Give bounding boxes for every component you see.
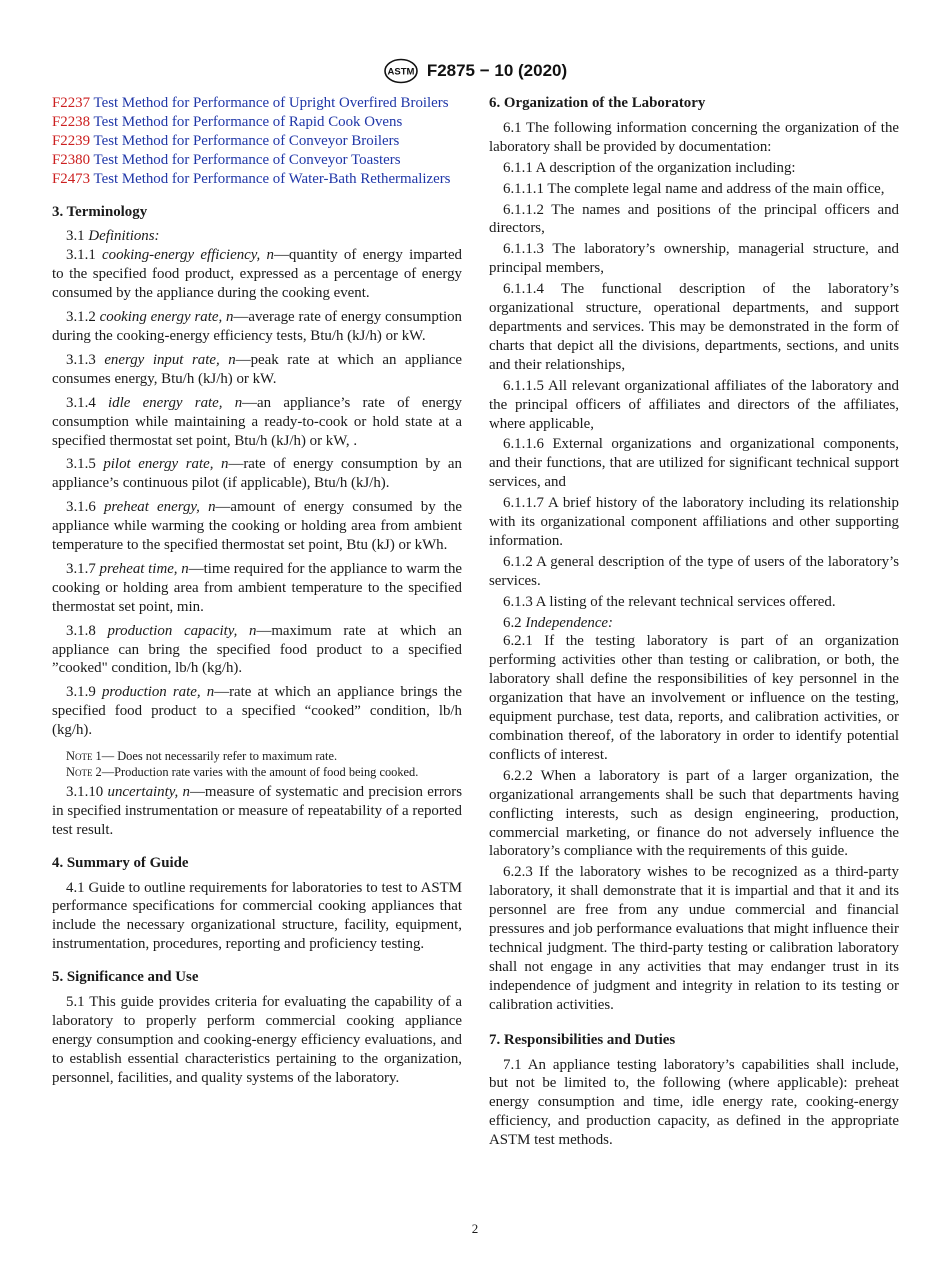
note-text: — Does not necessarily refer to maximum rate. xyxy=(101,749,338,764)
clause-number: 3.1 xyxy=(66,228,85,245)
paragraph: 6.1.2 A general description of the type of users of the laboratory’s services. xyxy=(489,553,899,589)
clause-number: 3.1.7 xyxy=(66,560,96,577)
clause-number: 3.1.8 xyxy=(66,622,96,639)
paragraph: 6.1 The following information concerning the organization of the laboratory shall be provided by documentation: xyxy=(489,119,899,155)
clause-number: 3.1.1 xyxy=(66,247,96,264)
document-id: F2875 − 10 (2020) xyxy=(426,61,568,80)
definition xyxy=(52,783,462,840)
paragraph: 6.1.1 A description of the organization including: xyxy=(503,159,796,176)
definition-6-2 xyxy=(489,614,899,633)
definition-term: preheat time, n xyxy=(99,560,189,577)
definition xyxy=(52,498,462,555)
definition-text: —maximum rate at which an appliance can bring the specified food product to a specified ”cooked" condition, lb/h (kg/h). xyxy=(52,622,462,677)
definition xyxy=(52,308,462,346)
definition-term: pilot energy rate, n xyxy=(103,456,229,473)
paragraph: 6.2.2 When a laboratory is part of a larger organization, the organizational arrangements shall be such that departments having conflicting interests, such as design engineering, production, commercial marketing, or finance do not adversely influence the laboratory’s compliance with the requirements of this guide. xyxy=(489,767,899,860)
note xyxy=(52,765,462,780)
paragraph: 6.2.1 If the testing laboratory is part of an organization performing activities other than testing or calibration, or both, the laboratory shall define the responsibilities of key personnel in the organization that have an involvement or influence on the testing, equipment purchase, test data, reports, and calibration activities, or combination thereof, of the laboratory in order to identify potential conflicts of interest. xyxy=(489,633,899,763)
paragraph: 6.1.1.2 The names and positions of the principal officers and directors, xyxy=(489,201,899,237)
definition-text: —an appliance’s rate of energy consumption while maintaining a ready-to-cook or hold state at a specified thermostat set point, Btu/h (kJ/h) or kW, . xyxy=(52,394,462,449)
astm-logo-text: ASTM xyxy=(387,66,415,78)
clause-number: 3.1.6 xyxy=(66,499,96,516)
definition-term: Definitions: xyxy=(88,228,160,245)
definition xyxy=(52,246,462,303)
clause-number: 3.1.4 xyxy=(66,394,96,411)
definition-text: —peak rate at which an appliance consumes energy, Btu/h (kJ/h) or kW. xyxy=(52,351,462,387)
definition-text: —time required for the appliance to warm the cooking or holding area from ambient temperature to the specified thermostat set point, min. xyxy=(52,560,463,615)
reference-code[interactable]: F2238 xyxy=(52,113,91,130)
clause-number: 3.1.2 xyxy=(66,309,96,326)
paragraph: 6.2.3 If the laboratory wishes to be recognized as a third-party laboratory, it shall demonstrate that it is impartial and that it and its personnel are free from any undue commercial and financial pressures and job performance evaluations that might influence their technical judgment. The third-party testing or calibration laboratory shall not engage in any activities that may endanger trust in its independence of judgment and integrity in relation to its testing or calibration activities. xyxy=(489,864,899,1013)
section-heading-terminology: 3. Terminology xyxy=(52,203,148,220)
definition-term: energy input rate, n xyxy=(104,351,236,368)
reference-title[interactable]: Test Method for Performance of Rapid Cook Ovens xyxy=(93,113,403,130)
page-number: 2 xyxy=(471,1221,479,1236)
clause-number: 3.1.9 xyxy=(66,684,96,701)
clause-number: 3.1.5 xyxy=(66,456,96,473)
section-heading-summary: 4. Summary of Guide xyxy=(52,854,189,871)
paragraph: 6.1.1.4 The functional description of the laboratory’s organizational structure, operational departments, and support departments and services. This may be demonstrated in the form of charts that depict all the divisions, departments, sections, and units and their relationships, xyxy=(489,281,899,373)
definition-term: cooking-energy efficiency, n xyxy=(102,247,274,264)
reference-item[interactable] xyxy=(52,132,462,151)
paragraph: 6.1.3 A listing of the relevant technical services offered. xyxy=(503,593,836,610)
section-heading-responsibilities: 7. Responsibilities and Duties xyxy=(489,1031,676,1048)
definition-text: —quantity of energy imparted to the specified food product, expressed as a percentage of energy consumed by the appliance during the cooking event. xyxy=(52,247,462,302)
definition xyxy=(52,394,462,451)
note-number: 1 xyxy=(92,749,102,764)
paragraph-5-1: 5.1 This guide provides criteria for evaluating the capability of a laboratory to properly perform commercial cooking appliance energy consumption and cooking-energy efficiency evaluations, and to establish essential characteristics pertaining to the organization, personnel, facilities, and quality systems of the laboratory. xyxy=(52,994,462,1086)
note-number: 2 xyxy=(92,764,102,779)
definition-term: production capacity, n xyxy=(107,622,257,639)
clause-number: 3.1.3 xyxy=(66,351,96,368)
definition-text: —rate at which an appliance brings the specified food product to a specified “cooked” condition, lb/h (kg/h). xyxy=(52,684,462,739)
paragraph-4-1: 4.1 Guide to outline requirements for laboratories to test to ASTM performance specifications for commercial cooking appliances that include the necessary organizational structure, facility, equipment, instrumentation, procedures, reporting and proficiency testing. xyxy=(52,879,462,953)
paragraph: 6.1.1.1 The complete legal name and address of the main office, xyxy=(503,180,885,197)
definition-term: Independence: xyxy=(525,614,613,631)
definition-3-1 xyxy=(52,227,462,246)
reference-item[interactable] xyxy=(52,170,462,189)
reference-code[interactable]: F2380 xyxy=(52,151,91,168)
paragraph: 6.1.1.5 All relevant organizational affiliates of the laboratory and the principal officers of affiliates and directors of the affiliates, where applicable, xyxy=(489,377,899,432)
section-heading-significance: 5. Significance and Use xyxy=(52,969,199,986)
paragraph: 6.1.1.7 A brief history of the laboratory including its relationship with its organizational component affiliations and other supporting information. xyxy=(489,495,899,549)
reference-item[interactable] xyxy=(52,113,462,132)
definition-term: production rate, n xyxy=(101,684,215,701)
definition-text: —rate of energy consumption by an appliance’s continuous pilot (if applicable), Btu/h (kJ/h). xyxy=(52,456,462,492)
paragraph: 6.1.1.6 External organizations and organizational components, and their functions, that are utilized for significant technical support services, and xyxy=(489,436,899,491)
definition-text: —average rate of energy consumption during the cooking-energy efficiency tests, Btu/h (kJ/h) or kW. xyxy=(52,309,462,344)
reference-code[interactable]: F2473 xyxy=(52,170,91,187)
definition-term: preheat energy, n xyxy=(103,499,216,516)
section-heading-organization: 6. Organization of the Laboratory xyxy=(489,95,706,111)
definition xyxy=(52,683,462,740)
paragraph: 6.1.1.3 The laboratory’s ownership, managerial structure, and principal members, xyxy=(489,241,899,277)
definition xyxy=(52,351,462,389)
left-column xyxy=(52,94,462,1088)
reference-title[interactable]: Test Method for Performance of Conveyor Toasters xyxy=(93,151,401,168)
definition-text: —amount of energy consumed by the appliance while warming the cooking or holding area from ambient temperature to the specified thermostat set point, Btu (kJ) or kWh. xyxy=(52,499,463,554)
reference-title[interactable]: Test Method for Performance of Upright Overfired Broilers xyxy=(93,95,449,111)
reference-list xyxy=(52,94,462,189)
reference-item[interactable] xyxy=(52,94,462,113)
note xyxy=(52,749,462,764)
definition-term: cooking energy rate, n xyxy=(99,309,234,326)
page-header xyxy=(0,58,950,84)
reference-code[interactable]: F2239 xyxy=(52,132,91,149)
note-label: Note xyxy=(66,749,93,764)
astm-logo xyxy=(383,58,419,84)
reference-code[interactable]: F2237 xyxy=(52,95,91,111)
definition xyxy=(52,455,462,493)
note-text: —Production rate varies with the amount of food being cooked. xyxy=(101,764,419,779)
definition-term: idle energy rate, n xyxy=(108,394,243,411)
definition xyxy=(52,622,462,679)
definition-term: uncertainty, n xyxy=(107,783,190,800)
clause-number: 3.1.10 xyxy=(66,783,104,800)
reference-title[interactable]: Test Method for Performance of Water-Bath Rethermalizers xyxy=(93,170,451,187)
clause-number: 6.2 xyxy=(503,614,522,631)
reference-title[interactable]: Test Method for Performance of Conveyor Broilers xyxy=(93,132,400,149)
definition-text: —measure of systematic and precision errors in specified instrumentation or measure of repeatability of a reported test result. xyxy=(52,783,462,838)
right-column xyxy=(489,94,899,1150)
note-label: Note xyxy=(66,764,93,779)
paragraph-7-1: 7.1 An appliance testing laboratory’s capabilities shall include, but not be limited to, the following (where applicable): preheat energy consumption and time, idle energy rate, cooking-energy efficiency, and production capacity, as defined in the appropriate ASTM test methods. xyxy=(489,1056,899,1149)
definition xyxy=(52,560,462,617)
reference-item[interactable] xyxy=(52,151,462,170)
